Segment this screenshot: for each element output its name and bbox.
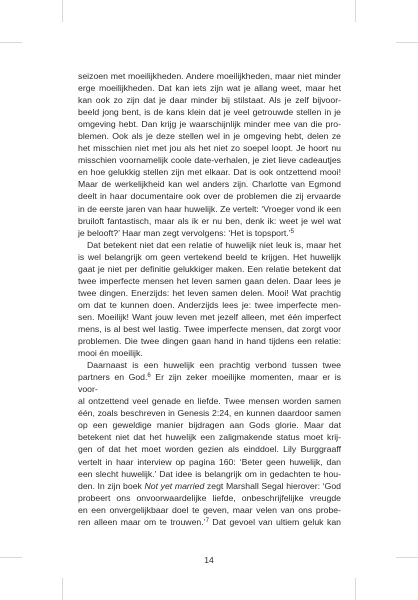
text-line: sen. Moeilijk! Want jouw leven met jezelf alleen, met één imperfect: [78, 311, 341, 322]
text-line: [78, 480, 341, 492]
text-fragment: den. In zijn boek: [78, 480, 142, 491]
crop-mark: [62, 0, 63, 22]
text-line: beeld jong bent, is de kans klein dat je veel getrouwde stellen in je: [78, 107, 341, 118]
body-text: [78, 70, 341, 528]
text-line: vertelt in haar interview op pagina 160: ‘Beter geen huwelijk, dan: [78, 456, 341, 467]
text-line: één, zoals beschreven in Genesis 2:24, en kunnen daardoor samen: [78, 408, 341, 419]
text-fragment: Dat gevoel van ultiem geluk kan: [208, 516, 341, 527]
text-fragment: ontzettend veel genade en liefde. Twee mensen worden samen: [88, 396, 341, 407]
text-line: omgeving hebt. Dan krijg je waarschijnlijk minder mee van die pro-: [78, 119, 341, 130]
footnote-marker: 6: [147, 373, 151, 380]
text-line: twee dingen. Enerzijds: het leven samen delen. Mooi! Wat prachtig: [78, 287, 341, 298]
text-line: in de eerste jaren van haar huwelijk. Ze vertelt: ‘Vroeger vond ik een: [78, 203, 341, 214]
text-line: deelt in haar documentaire ook over de problemen die zij ervaarde: [78, 191, 341, 202]
text-line: Maar de werkelijkheid kan wel anders zijn. Charlotte van Egmond: [78, 179, 341, 190]
text-line: en een onvergelijkbaar doel te geven, maar velen van ons probe-: [78, 504, 341, 515]
text-line: blemen. Ook als je deze stellen wel in je omgeving hebt, delen ze: [78, 131, 341, 142]
footnote-marker: 5: [290, 228, 294, 235]
text-fragment: al: [78, 396, 89, 407]
footnote-marker: 7: [205, 517, 209, 524]
text-line: mooi én moeilijk.: [78, 348, 143, 359]
text-line: Daarnaast is een huwelijk een prachtig verbond tussen twee: [87, 360, 341, 371]
text-line: gaat je niet per definitie gelukkiger maken. Een relatie betekent dat: [78, 263, 341, 274]
crop-mark: [0, 42, 22, 43]
text-line: en hoe gelukkig stellen zijn met elkaar. Dat is ook ontzettend mooi!: [78, 167, 341, 178]
text-line: misschien voornamelijk coole date-verhalen, je ziet lieve cadeautjes: [78, 155, 341, 166]
page-number: 14: [204, 555, 214, 565]
text-line: betekent niet dat het huwelijk een zaligmakende status moet krij-: [78, 432, 341, 443]
text-fragment: Er zijn zeker moeilijke momenten, maar er is voor-: [78, 372, 341, 395]
crop-mark: [355, 0, 356, 22]
text-line: kan ook zo zijn dat je daar minder bij stilstaat. Als je zelf bijvoor-: [78, 95, 341, 106]
text-line: mens, is al best wel lastig. Twee imperfecte mensen, dat zorgt voor: [78, 323, 341, 334]
text-line: [78, 516, 341, 528]
text-line: [78, 371, 341, 395]
text-line: het misschien niet met jou als het niet zo soepel loopt. Je hoort nu: [78, 143, 341, 154]
text-line: Dat betekent niet dat een relatie of huwelijk niet leuk is, maar het: [87, 239, 341, 250]
text-fragment: zegt Marshall Segal hierover: ‘God: [204, 480, 341, 491]
text-line: gen of dat het moet worden gezien als einddoel. Lily Burggraaff: [78, 444, 341, 455]
text-line: probeert ons onvoorwaardelijke liefde, onbeschrijfelijke vreugde: [78, 492, 341, 503]
paragraph-3: [78, 359, 341, 528]
crop-mark: [62, 578, 63, 600]
text-fragment: partners en God.: [78, 372, 148, 383]
text-line: [78, 395, 341, 407]
text-line: twee imperfecte mensen het leven samen gaan delen. Daar lees je: [78, 275, 341, 286]
text-line: problemen. Die twee dingen gaan hand in hand tijdens een relatie:: [78, 336, 341, 347]
crop-mark: [355, 578, 356, 600]
text-line: erge moeilijkheden. Dat kan iets zijn wat je allang weet, maar het: [78, 83, 341, 94]
text-fragment: ren alleen maar om te trouwen.’: [78, 516, 206, 527]
paragraph-1: [78, 70, 341, 239]
text-line: op een geweldige manier bijdragen aan Gods glorie. Maar dat: [78, 420, 341, 431]
paragraph-2: [78, 239, 341, 359]
text-line: seizoen met moeilijkheden. Andere moeilijkheden, maar niet minder: [78, 71, 341, 81]
text-line: is wel belangrijk om geen vertekend beeld te krijgen. Het huwelijk: [78, 251, 341, 262]
text-fragment: je belooft?’ Haar man zegt vervolgens: ‘Het is topsport.’: [78, 227, 291, 238]
text-line: [78, 227, 341, 239]
text-line: bruiloft fantastisch, maar als ik er nu ben, denk ik: weet je wel wat: [78, 215, 341, 226]
book-title: Not yet married: [144, 480, 205, 491]
crop-mark: [396, 42, 418, 43]
text-line: om dat te kunnen doen. Anderzijds lees je: twee imperfecte men-: [78, 299, 341, 310]
text-line: een slecht huwelijk.’ Dat idee is belangrijk om in gedachten te hou-: [78, 468, 341, 479]
